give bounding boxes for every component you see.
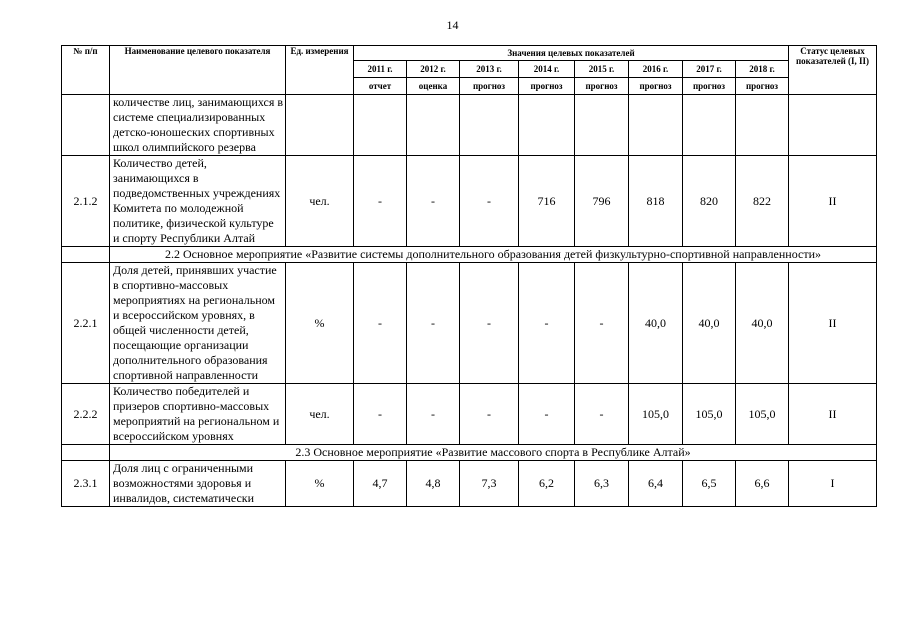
header-year: 2017 г.: [683, 61, 736, 78]
row-value: -: [575, 384, 629, 445]
row-unit: чел.: [286, 384, 354, 445]
row-name: Доля лиц с ограниченными возможностями здоровья и инвалидов, систематически: [110, 461, 286, 507]
row-value: -: [407, 384, 460, 445]
row-value: 40,0: [736, 263, 789, 384]
row-value: [354, 95, 407, 156]
row-num: 2.1.2: [62, 156, 110, 247]
header-year: 2012 г.: [407, 61, 460, 78]
table-body: [62, 95, 877, 507]
row-value: 818: [629, 156, 683, 247]
row-value: 820: [683, 156, 736, 247]
row-unit: [286, 95, 354, 156]
row-value: 105,0: [736, 384, 789, 445]
row-status: [789, 95, 877, 156]
row-value: [519, 95, 575, 156]
header-kind: прогноз: [519, 78, 575, 95]
header-kind: отчет: [354, 78, 407, 95]
header-year: 2014 г.: [519, 61, 575, 78]
row-name: Доля детей, принявших участие в спортивно-массовых мероприятиях на региональном и всероссийском уровнях, в общей численности детей, посещающие организации дополнительного образования спортивной направленности: [110, 263, 286, 384]
row-value: -: [407, 263, 460, 384]
row-value: [736, 95, 789, 156]
row-status: II: [789, 384, 877, 445]
header-year: 2013 г.: [460, 61, 519, 78]
row-value: [629, 95, 683, 156]
section-row: [62, 445, 877, 461]
table-row: [62, 95, 877, 156]
row-value: -: [354, 156, 407, 247]
row-value: 6,5: [683, 461, 736, 507]
row-value: [683, 95, 736, 156]
table-row: [62, 263, 877, 384]
row-value: -: [519, 384, 575, 445]
row-name: Количество детей, занимающихся в подведомственных учреждениях Комитета по молодежной политике, физической культуре и спорту Республики Алтай: [110, 156, 286, 247]
page-number: 14: [446, 18, 459, 32]
row-value: 40,0: [629, 263, 683, 384]
table-row: [62, 156, 877, 247]
target-indicators-table: [61, 45, 877, 507]
row-value: -: [519, 263, 575, 384]
table-row: [62, 461, 877, 507]
row-value: -: [460, 156, 519, 247]
header-year: 2016 г.: [629, 61, 683, 78]
row-value: 105,0: [683, 384, 736, 445]
header-name: Наименование целевого показателя: [110, 46, 286, 95]
section-num-cell: [62, 445, 110, 461]
row-value: -: [460, 384, 519, 445]
header-year: 2018 г.: [736, 61, 789, 78]
header-unit: Ед. измерения: [286, 46, 354, 95]
row-num: 2.3.1: [62, 461, 110, 507]
row-value: [575, 95, 629, 156]
row-unit: чел.: [286, 156, 354, 247]
row-value: -: [354, 263, 407, 384]
row-name: Количество победителей и призеров спортивно-массовых мероприятий на региональном и всероссийском уровнях: [110, 384, 286, 445]
row-unit: %: [286, 461, 354, 507]
row-status: I: [789, 461, 877, 507]
row-value: 6,4: [629, 461, 683, 507]
table-row: [62, 384, 877, 445]
section-title: 2.2 Основное мероприятие «Развитие системы дополнительного образования детей физкультурно-спортивной направленности»: [110, 247, 877, 263]
row-status: II: [789, 263, 877, 384]
row-value: -: [407, 156, 460, 247]
row-num: 2.2.1: [62, 263, 110, 384]
header-kind: оценка: [407, 78, 460, 95]
section-num-cell: [62, 247, 110, 263]
header-values-group: Значения целевых показателей: [354, 46, 789, 61]
header-kind: прогноз: [736, 78, 789, 95]
row-value: 822: [736, 156, 789, 247]
section-title: 2.3 Основное мероприятие «Развитие массового спорта в Республике Алтай»: [110, 445, 877, 461]
header-year: 2015 г.: [575, 61, 629, 78]
row-unit: %: [286, 263, 354, 384]
row-value: 4,7: [354, 461, 407, 507]
header-kind: прогноз: [575, 78, 629, 95]
row-value: -: [460, 263, 519, 384]
row-value: [460, 95, 519, 156]
row-value: 7,3: [460, 461, 519, 507]
row-value: -: [575, 263, 629, 384]
row-value: 6,3: [575, 461, 629, 507]
row-value: 716: [519, 156, 575, 247]
row-value: 40,0: [683, 263, 736, 384]
row-status: II: [789, 156, 877, 247]
row-value: 105,0: [629, 384, 683, 445]
row-value: 796: [575, 156, 629, 247]
row-num: [62, 95, 110, 156]
row-name: количестве лиц, занимающихся в системе специализированных детско-юношеских спортивных школ олимпийского резерва: [110, 95, 286, 156]
header-year: 2011 г.: [354, 61, 407, 78]
section-row: [62, 247, 877, 263]
row-value: -: [354, 384, 407, 445]
row-value: 6,6: [736, 461, 789, 507]
header-kind: прогноз: [629, 78, 683, 95]
row-value: 4,8: [407, 461, 460, 507]
row-value: 6,2: [519, 461, 575, 507]
header-kind: прогноз: [683, 78, 736, 95]
row-num: 2.2.2: [62, 384, 110, 445]
header-kind: прогноз: [460, 78, 519, 95]
header-num: № п/п: [62, 46, 110, 95]
row-value: [407, 95, 460, 156]
header-status: Статус целевых показателей (I, II): [789, 46, 877, 95]
